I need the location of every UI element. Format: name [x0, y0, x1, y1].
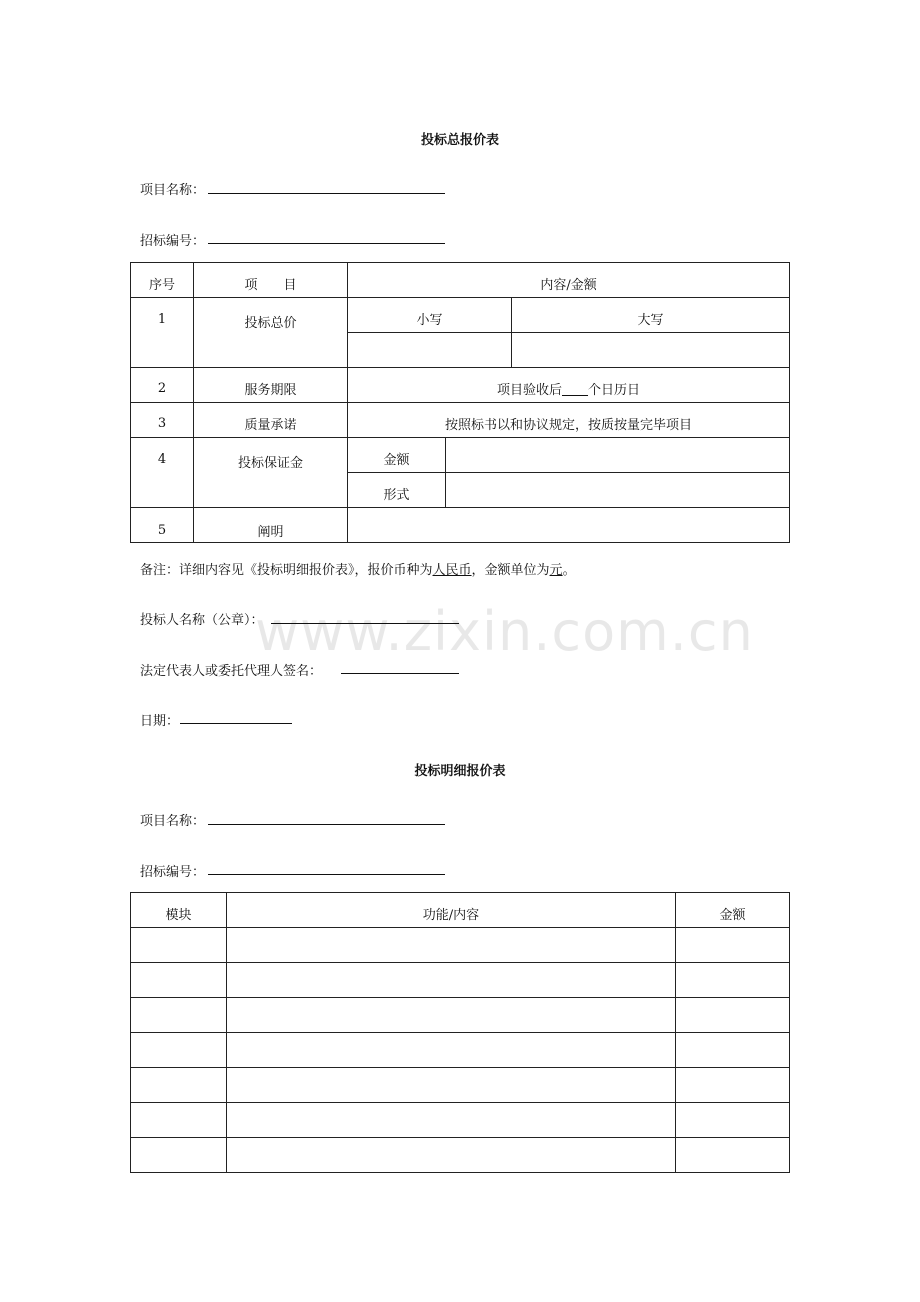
row1-no: 1: [131, 298, 194, 368]
service-period-suffix: 个日历日: [588, 382, 641, 398]
amount-cell[interactable]: [676, 1138, 790, 1173]
table-row: [131, 963, 790, 998]
date-label: 日期：: [140, 714, 180, 729]
module-cell[interactable]: [131, 928, 227, 963]
header-amount: 金额: [676, 893, 790, 928]
detail-project-name-label: 项目名称：: [140, 814, 206, 829]
representative-label: 法定代表人或委托代理人签名：: [140, 664, 323, 679]
module-cell[interactable]: [131, 1103, 227, 1138]
table-row: [131, 368, 790, 403]
bid-number-field[interactable]: [208, 243, 445, 244]
note-suffix: 。: [562, 563, 576, 578]
amount-cell[interactable]: [676, 998, 790, 1033]
detail-table: [130, 892, 790, 1173]
function-cell[interactable]: [227, 1138, 676, 1173]
header-content: 内容/金额: [348, 263, 790, 298]
amount-cell[interactable]: [676, 1068, 790, 1103]
function-cell[interactable]: [227, 1033, 676, 1068]
detail-bid-number-field[interactable]: [208, 874, 445, 875]
watermark-text: www.zixin.com.cn: [255, 600, 754, 663]
note-text: [140, 559, 576, 578]
row1-item: 投标总价: [194, 298, 348, 368]
summary-header-row: [131, 263, 790, 298]
amount-cell[interactable]: [676, 1033, 790, 1068]
lower-case-amount-cell[interactable]: [348, 333, 512, 368]
table-row: [131, 1068, 790, 1103]
function-cell[interactable]: [227, 928, 676, 963]
module-cell[interactable]: [131, 998, 227, 1033]
table-row: [131, 1103, 790, 1138]
header-item: 项 目: [194, 263, 348, 298]
detail-project-name-field[interactable]: [208, 824, 445, 825]
project-name-field[interactable]: [208, 193, 445, 194]
note-middle: ，金额单位为: [471, 563, 550, 578]
note-currency: 人民币: [432, 563, 472, 578]
function-cell[interactable]: [227, 1068, 676, 1103]
service-period-cell: [348, 368, 790, 403]
upper-case-amount-cell[interactable]: [512, 333, 790, 368]
table-row: [131, 928, 790, 963]
deposit-form-cell[interactable]: [446, 473, 790, 508]
row3-no: 3: [131, 403, 194, 438]
table-row: [131, 508, 790, 543]
amount-cell[interactable]: [676, 928, 790, 963]
bid-number-label: 招标编号：: [140, 234, 206, 249]
service-period-days-blank[interactable]: [562, 383, 588, 398]
row2-item: 服务期限: [194, 368, 348, 403]
explanation-cell[interactable]: [348, 508, 790, 543]
lower-case-label: 小写: [348, 298, 512, 333]
detail-header-row: [131, 893, 790, 928]
row5-no: 5: [131, 508, 194, 543]
service-period-prefix: 项目验收后: [496, 382, 562, 398]
header-module: 模块: [131, 893, 227, 928]
row4-no: 4: [131, 438, 194, 508]
module-cell[interactable]: [131, 1033, 227, 1068]
date-field[interactable]: [180, 723, 292, 724]
deposit-form-label: 形式: [348, 473, 446, 508]
module-cell[interactable]: [131, 1068, 227, 1103]
table-row: [131, 1033, 790, 1068]
header-no: 序号: [131, 263, 194, 298]
row5-item: 阐明: [194, 508, 348, 543]
table-row: [131, 403, 790, 438]
module-cell[interactable]: [131, 963, 227, 998]
table-row: [131, 1138, 790, 1173]
function-cell[interactable]: [227, 998, 676, 1033]
project-name-label: 项目名称：: [140, 183, 206, 198]
row4-item: 投标保证金: [194, 438, 348, 508]
note-prefix: 备注：详细内容见《投标明细报价表》，报价币种为: [140, 563, 433, 578]
function-cell[interactable]: [227, 1103, 676, 1138]
row3-item: 质量承诺: [194, 403, 348, 438]
bidder-name-field[interactable]: [271, 623, 459, 624]
detail-bid-number-label: 招标编号：: [140, 865, 206, 880]
bidder-name-label: 投标人名称（公章）：: [140, 613, 264, 628]
module-cell[interactable]: [131, 1138, 227, 1173]
detail-title: 投标明细报价表: [414, 764, 506, 779]
table-row: [131, 438, 790, 473]
summary-table: [130, 262, 790, 543]
table-row: [131, 298, 790, 333]
row2-no: 2: [131, 368, 194, 403]
representative-signature-field[interactable]: [341, 673, 459, 674]
quality-commitment-text: 按照标书以和协议规定，按质按量完毕项目: [348, 403, 790, 438]
amount-cell[interactable]: [676, 1103, 790, 1138]
table-row: [131, 998, 790, 1033]
upper-case-label: 大写: [512, 298, 790, 333]
amount-cell[interactable]: [676, 963, 790, 998]
note-unit: 元: [549, 563, 563, 578]
function-cell[interactable]: [227, 963, 676, 998]
deposit-amount-cell[interactable]: [446, 438, 790, 473]
header-function: 功能/内容: [227, 893, 676, 928]
summary-title: 投标总报价表: [420, 133, 499, 148]
deposit-amount-label: 金额: [348, 438, 446, 473]
